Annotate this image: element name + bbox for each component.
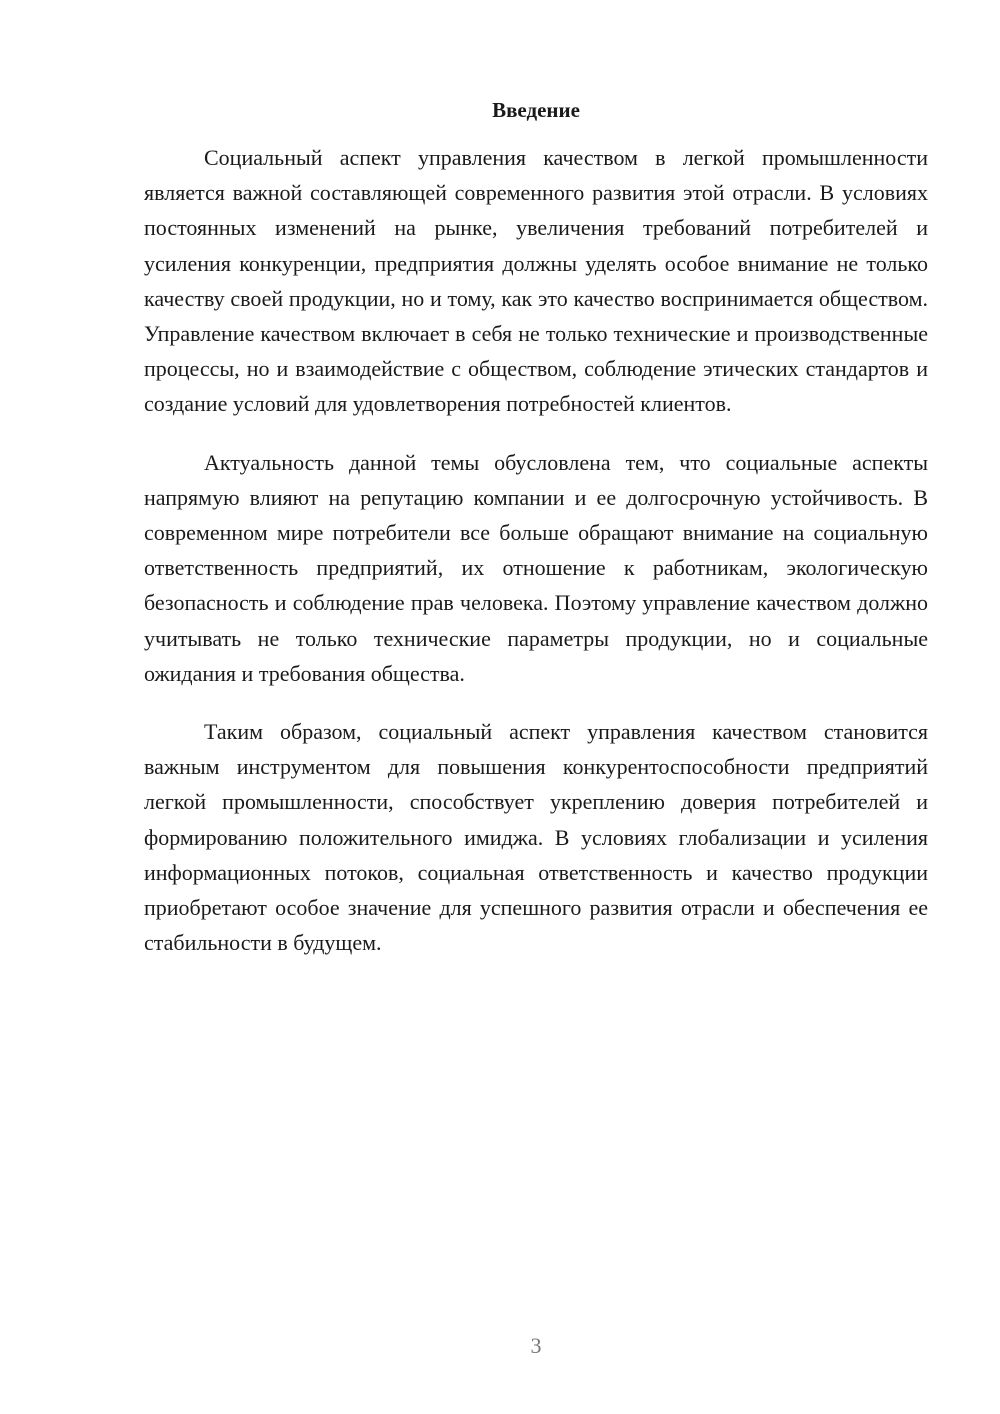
page-number: 3 (530, 1333, 542, 1358)
paragraph-1: Социальный аспект управления качеством в легкой промышленности является важной составляющей современного развития этой отрасли. В условиях постоянных изменений на рынке, увеличения требований потребителей и усиления конкуренции, предприятия должны уделять особое внимание не только качеству своей продукции, но и тому, как это качество воспринимается обществом. Управление качеством включает в себя не только технические и производственные процессы, но и взаимодействие с обществом, соблюдение этических стандартов и создание условий для удовлетворения потребностей клиентов. (144, 145, 928, 417)
page-content (144, 93, 928, 983)
paragraph-3: Таким образом, социальный аспект управления качеством становится важным инструментом для повышения конкурентоспособности предприятий легкой промышленности, способствует укреплению доверия потребителей и формированию положительного имиджа. В условиях глобализации и усиления информационных потоков, социальная ответственность и качество продукции приобретают особое значение для успешного развития отрасли и обеспечения ее стабильности в будущем. (144, 719, 928, 956)
paragraph-2: Актуальность данной темы обусловлена тем, что социальные аспекты напрямую влияют на репутацию компании и ее долгосрочную устойчивость. В современном мире потребители все больше обращают внимание на социальную ответственность предприятий, их отношение к работникам, экологическую безопасность и соблюдение прав человека. Поэтому управление качеством должно учитывать не только технические параметры продукции, но и социальные ожидания и требования общества. (144, 449, 928, 686)
section-heading: Введение (492, 98, 580, 122)
